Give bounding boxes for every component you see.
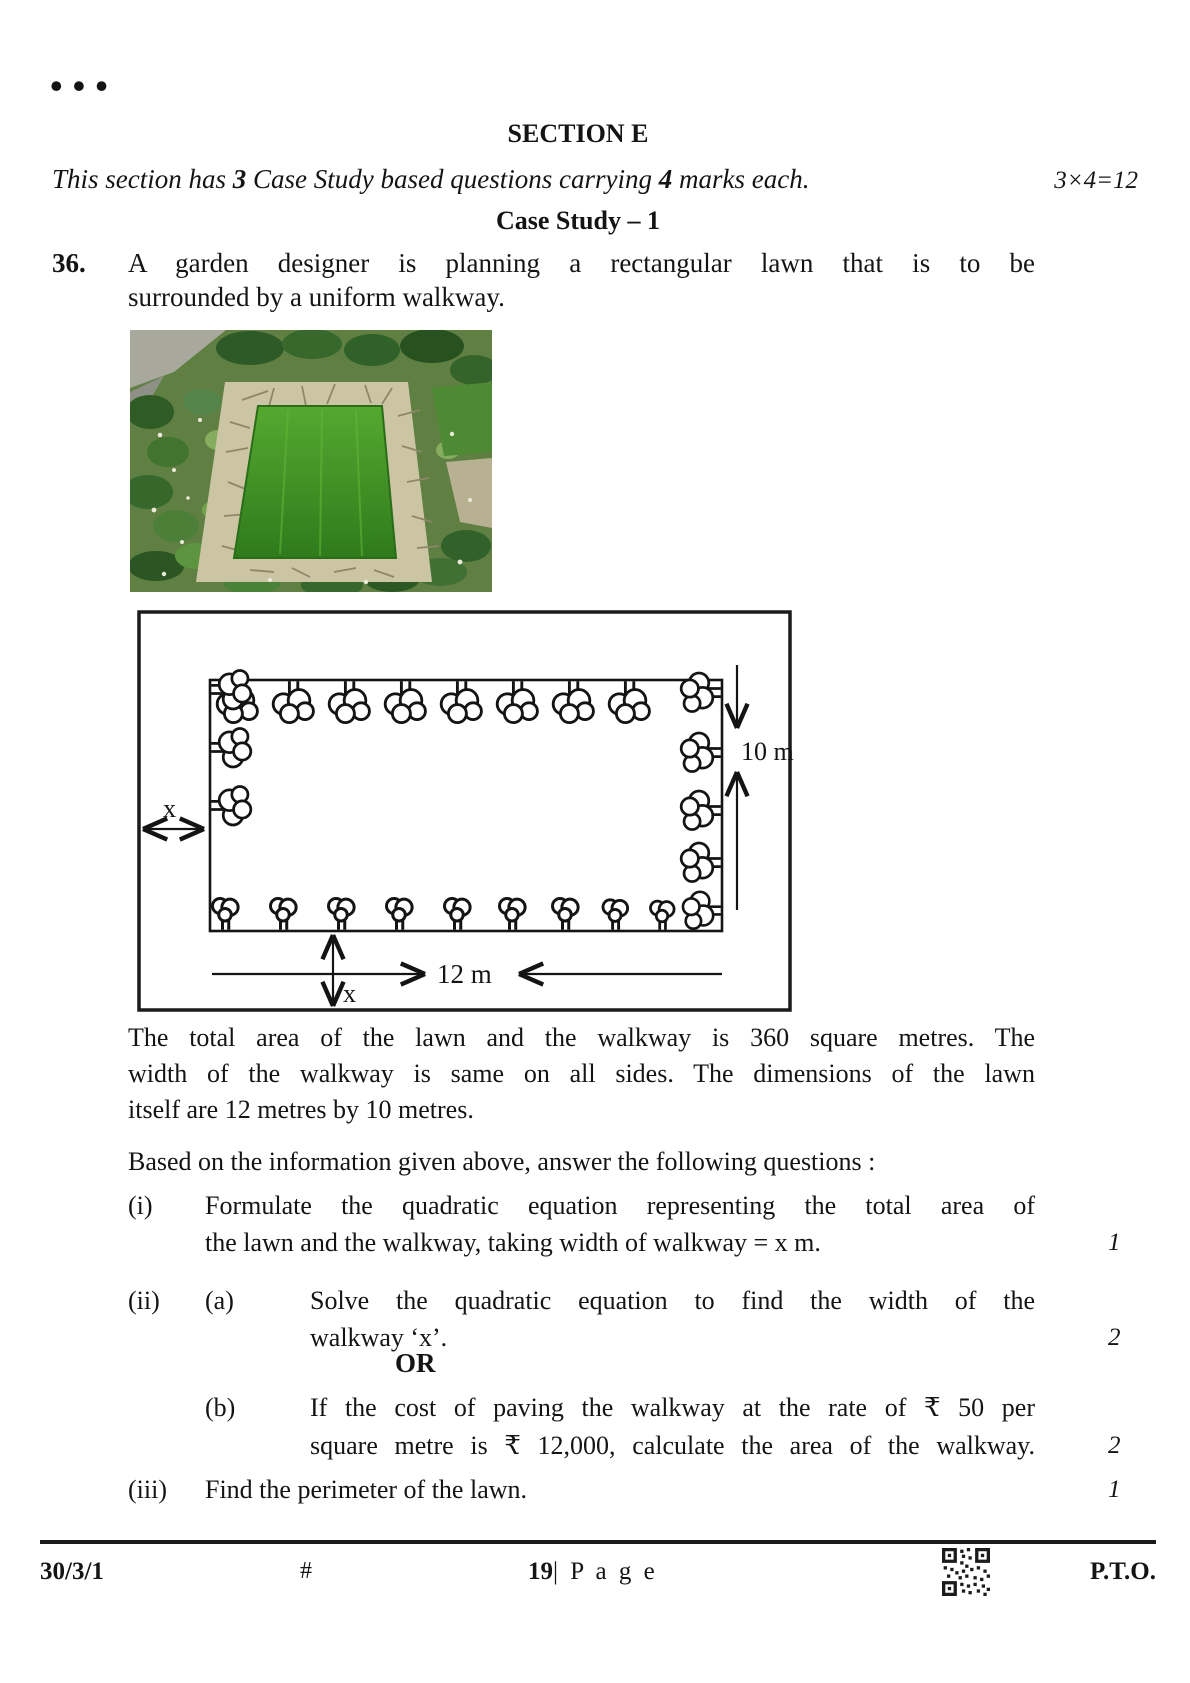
question-intro-line1: A garden designer is planning a rectangular lawn that is to be: [128, 248, 1035, 278]
part-ii-b-line1: If the cost of paving the walkway at the rate of ₹ 50 per: [310, 1393, 1035, 1422]
prompt-line: Based on the information given above, answer the following questions :: [128, 1147, 876, 1176]
lawn-width-label: 10 m: [741, 737, 794, 766]
section-note-marks: 4: [658, 164, 673, 194]
or-separator: OR: [395, 1348, 436, 1378]
part-iii-label: (iii): [128, 1475, 167, 1504]
corner-dots: •••: [50, 66, 118, 106]
lawn-border-bushes-left: [211, 670, 251, 825]
footer-page: [528, 1556, 658, 1587]
section-note-pre: This section has: [52, 164, 233, 194]
footer-paper-code: 30/3/1: [40, 1558, 104, 1585]
part-iii-text: Find the perimeter of the lawn.: [205, 1475, 528, 1504]
footer-hash: #: [300, 1558, 312, 1584]
garden-photo-image: [130, 330, 492, 592]
case-study-title: Case Study – 1: [496, 206, 660, 235]
question-number: 36.: [52, 248, 86, 278]
part-ii-b-line2: square metre is ₹ 12,000, calculate the area of the walkway.: [310, 1431, 1035, 1460]
part-ii-b-marks: 2: [1108, 1432, 1121, 1459]
part-ii-b-label: (b): [205, 1393, 236, 1422]
part-ii-a-label: (a): [205, 1286, 234, 1315]
garden-photo: [130, 330, 492, 597]
paragraph-line1: The total area of the lawn and the walkway is 360 square metres. The: [128, 1023, 1035, 1052]
lawn-border-flowers-bottom: [213, 899, 675, 930]
part-ii-a-line1: Solve the quadratic equation to find the width of the: [310, 1286, 1035, 1315]
section-note-count: 3: [232, 164, 247, 194]
marks-formula: 3×4=12: [1054, 167, 1138, 194]
walkway-width-bottom-label: x: [343, 979, 356, 1008]
part-ii-label: (ii): [128, 1286, 160, 1315]
paragraph-line3: itself are 12 metres by 10 metres.: [128, 1095, 474, 1124]
part-ii-a-line2: walkway ‘x’.: [310, 1323, 448, 1352]
paragraph-line2: width of the walkway is same on all sides. The dimensions of the lawn: [128, 1059, 1035, 1088]
section-note: [52, 163, 809, 197]
footer-pto: P.T.O.: [1090, 1558, 1156, 1585]
question-intro-line2: surrounded by a uniform walkway.: [128, 282, 505, 312]
footer-page-number: 19: [528, 1558, 553, 1585]
lawn-border-bushes-right: [681, 673, 721, 929]
qr-code: [942, 1548, 990, 1601]
lawn-length-label: 12 m: [437, 959, 492, 989]
part-ii-a-marks: 2: [1108, 1324, 1121, 1351]
part-i-line2: the lawn and the walkway, taking width of walkway = x m.: [205, 1228, 821, 1257]
part-i-marks: 1: [1108, 1229, 1121, 1256]
footer-page-word: | P a g e: [553, 1558, 658, 1585]
lawn-border-bushes-top: [217, 681, 649, 722]
footer-divider: [40, 1540, 1156, 1544]
part-i-label: (i): [128, 1191, 153, 1220]
section-note-post: marks each.: [672, 164, 810, 194]
part-i-line1: Formulate the quadratic equation representing the total area of: [205, 1191, 1035, 1220]
section-note-mid: Case Study based questions carrying: [246, 164, 659, 194]
lawn-diagram: [137, 610, 792, 1017]
walkway-width-left-label: x: [163, 794, 176, 823]
section-title: SECTION E: [507, 119, 649, 148]
lawn-diagram-drawing: [137, 610, 792, 1012]
part-iii-marks: 1: [1108, 1476, 1121, 1503]
